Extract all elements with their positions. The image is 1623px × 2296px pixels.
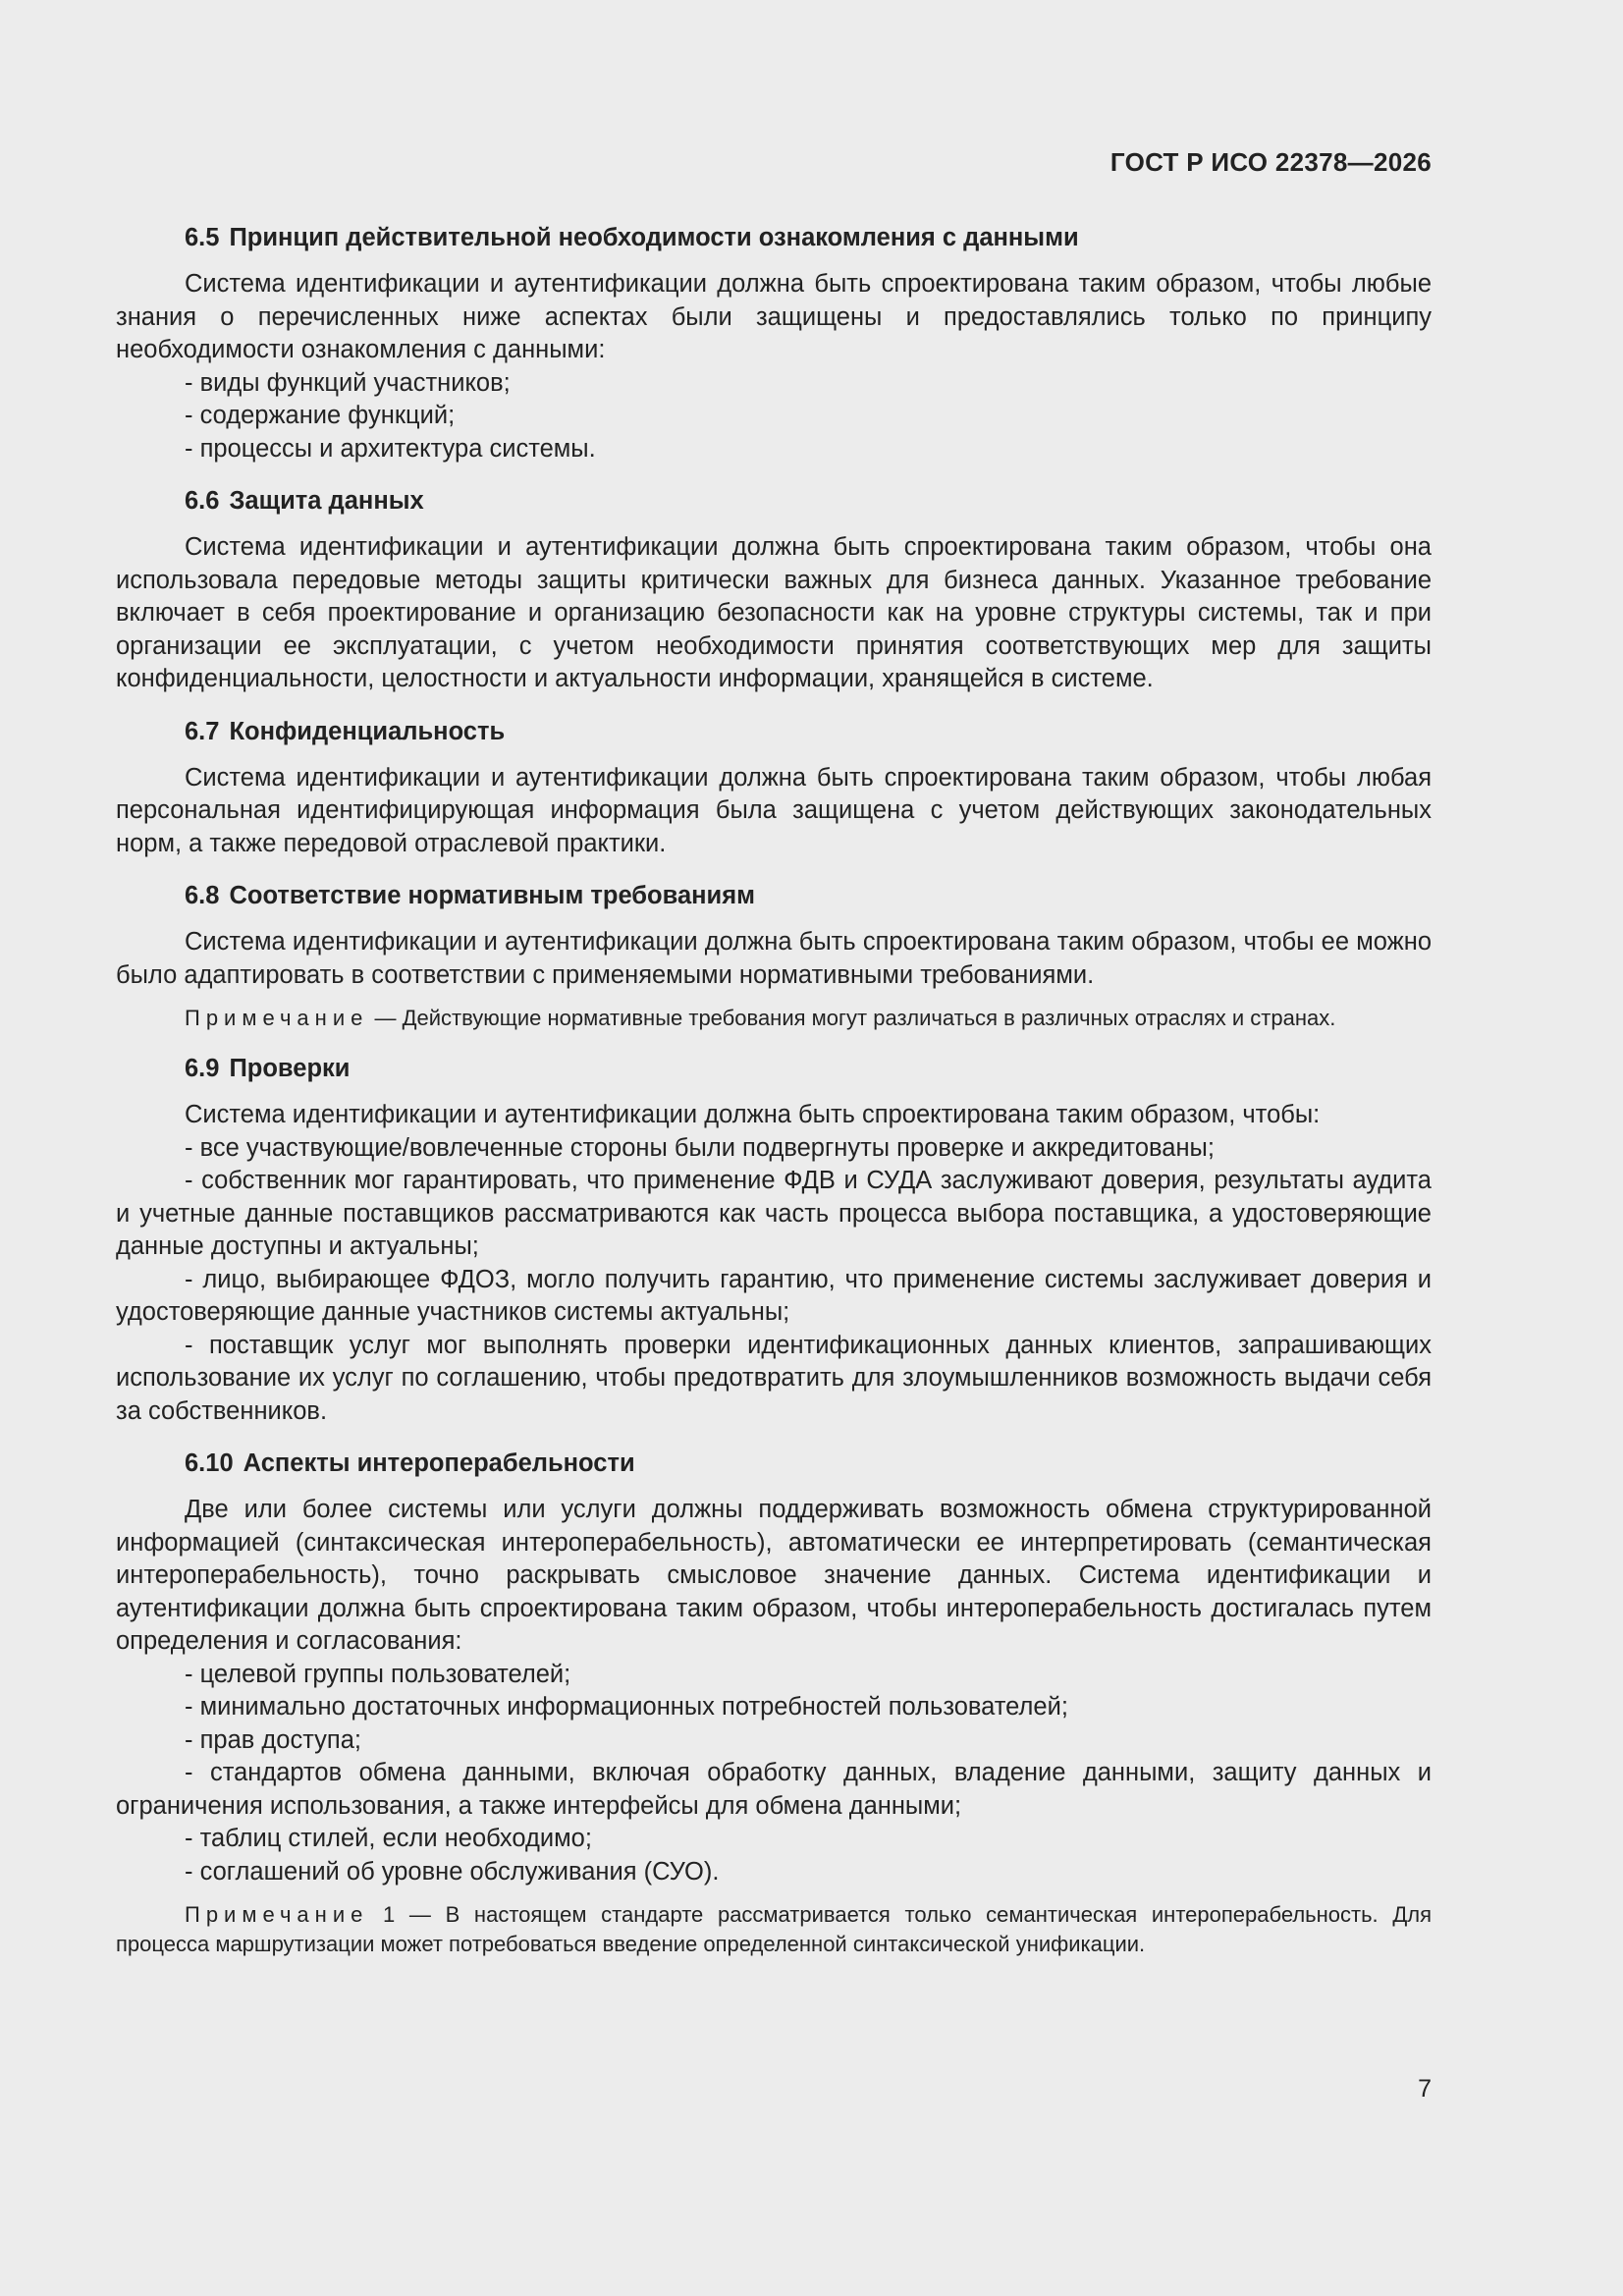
list-item: - соглашений об уровне обслуживания (СУО). [185,1857,720,1886]
section-6-7 [116,716,1432,861]
list-item: - целевой группы пользователей; [185,1660,571,1688]
section-heading [116,716,1432,748]
note-label: Примечание [185,1902,369,1927]
section-6-5 [116,222,1432,465]
section-6-8 [116,880,1432,1033]
note [116,1900,1432,1959]
section-heading [116,485,1432,518]
section-number: 6.6 [185,487,220,515]
list-item: - прав доступа; [185,1725,361,1754]
list-item: - минимально достаточных информационных потребностей пользователей; [185,1693,1068,1721]
paragraph: Система идентификации и аутентификации должна быть спроектирована таким образом, чтобы ее можно было адаптировать в соответствии с применяемыми нормативными требованиями. [116,928,1432,989]
section-number: 6.5 [185,224,220,251]
page-number: 7 [1418,2075,1432,2103]
section-title: Аспекты интероперабельности [243,1449,635,1477]
note-label: Примечание [185,1006,369,1030]
section-6-10 [116,1448,1432,1959]
document-id-header: ГОСТ Р ИСО 22378—2026 [1109,147,1432,177]
list-item: - поставщик услуг мог выполнять проверки идентификационных данных клиентов, запрашивающих использование их услуг по соглашению, чтобы предотвратить для злоумышленников возможность выдачи себя за собственников. [116,1331,1432,1425]
section-title: Принцип действительной необходимости ознакомления с данными [229,224,1079,251]
section-number: 6.9 [185,1055,220,1082]
paragraph: Система идентификации и аутентификации должна быть спроектирована таким образом, чтобы любые знания о перечисленных ниже аспектах были защищены и предоставлялись только по принципу необходимости ознакомления с данными: [116,270,1432,363]
paragraph: Система идентификации и аутентификации должна быть спроектирована таким образом, чтобы любая персональная идентифицирующая информация была защищена с учетом действующих законодательных норм, а также передовой отраслевой практики. [116,763,1432,857]
note [116,1004,1432,1033]
section-title: Конфиденциальность [229,717,506,745]
section-number: 6.7 [185,717,220,745]
note-text: — Действующие нормативные требования могут различаться в различных отраслях и странах. [368,1006,1336,1030]
paragraph: Две или более системы или услуги должны поддерживать возможность обмена структурированной информацией (синтаксическая интероперабельность), автоматически ее интерпретировать (семантическая интероперабельность), точно раскрывать смысловое значение данных. Система идентификации и аутентификации должна быть спроектирована таким образом, чтобы интероперабельность достигалась путем определения и согласования: [116,1496,1432,1655]
note-text: 1 — В настоящем стандарте рассматривается только семантическая интероперабельность. Для процесса маршрутизации может потребоваться введение определенной синтаксической унификации. [116,1902,1432,1956]
list-item: - таблиц стилей, если необходимо; [185,1825,592,1852]
section-number: 6.8 [185,882,220,909]
list-item: - виды функций участников; [185,368,511,397]
list-item: - стандартов обмена данными, включая обработку данных, владение данными, защиту данных и ограничения использования, а также интерфейсы для обмена данными; [116,1759,1432,1820]
section-title: Защита данных [229,487,424,515]
section-6-9 [116,1053,1432,1428]
document-body [116,222,1432,1979]
section-6-6 [116,485,1432,696]
section-heading [116,880,1432,912]
list-item: - собственник мог гарантировать, что применение ФДВ и СУДА заслуживают доверия, результаты аудита и учетные данные поставщиков рассматриваются как часть процесса выбора поставщика, а удостоверяющие данные доступны и актуальны; [116,1167,1432,1260]
list-item: - содержание функций; [185,402,456,429]
paragraph: Система идентификации и аутентификации должна быть спроектирована таким образом, чтобы: [185,1101,1321,1128]
section-heading [116,1053,1432,1085]
list-item: - все участвующие/вовлеченные стороны были подвергнуты проверке и аккредитованы; [185,1133,1215,1162]
paragraph: Система идентификации и аутентификации должна быть спроектирована таким образом, чтобы она использовала передовые методы защиты критически важных для бизнеса данных. Указанное требование включает в себя проектирование и организацию безопасности как на уровне структуры системы, так и при организации ее эксплуатации, с учетом необходимости принятия соответствующих мер для защиты конфиденциальности, целостности и актуальности информации, хранящейся в системе. [116,533,1432,692]
list-item: - процессы и архитектура системы. [185,434,596,463]
list-item: - лицо, выбирающее ФДОЗ, могло получить гарантию, что применение системы заслуживает доверия и удостоверяющие данные участников системы актуальны; [116,1265,1432,1326]
section-number: 6.10 [185,1449,234,1477]
section-title: Соответствие нормативным требованиям [229,882,755,909]
section-heading [116,1448,1432,1480]
section-title: Проверки [229,1055,351,1082]
section-heading [116,222,1432,254]
